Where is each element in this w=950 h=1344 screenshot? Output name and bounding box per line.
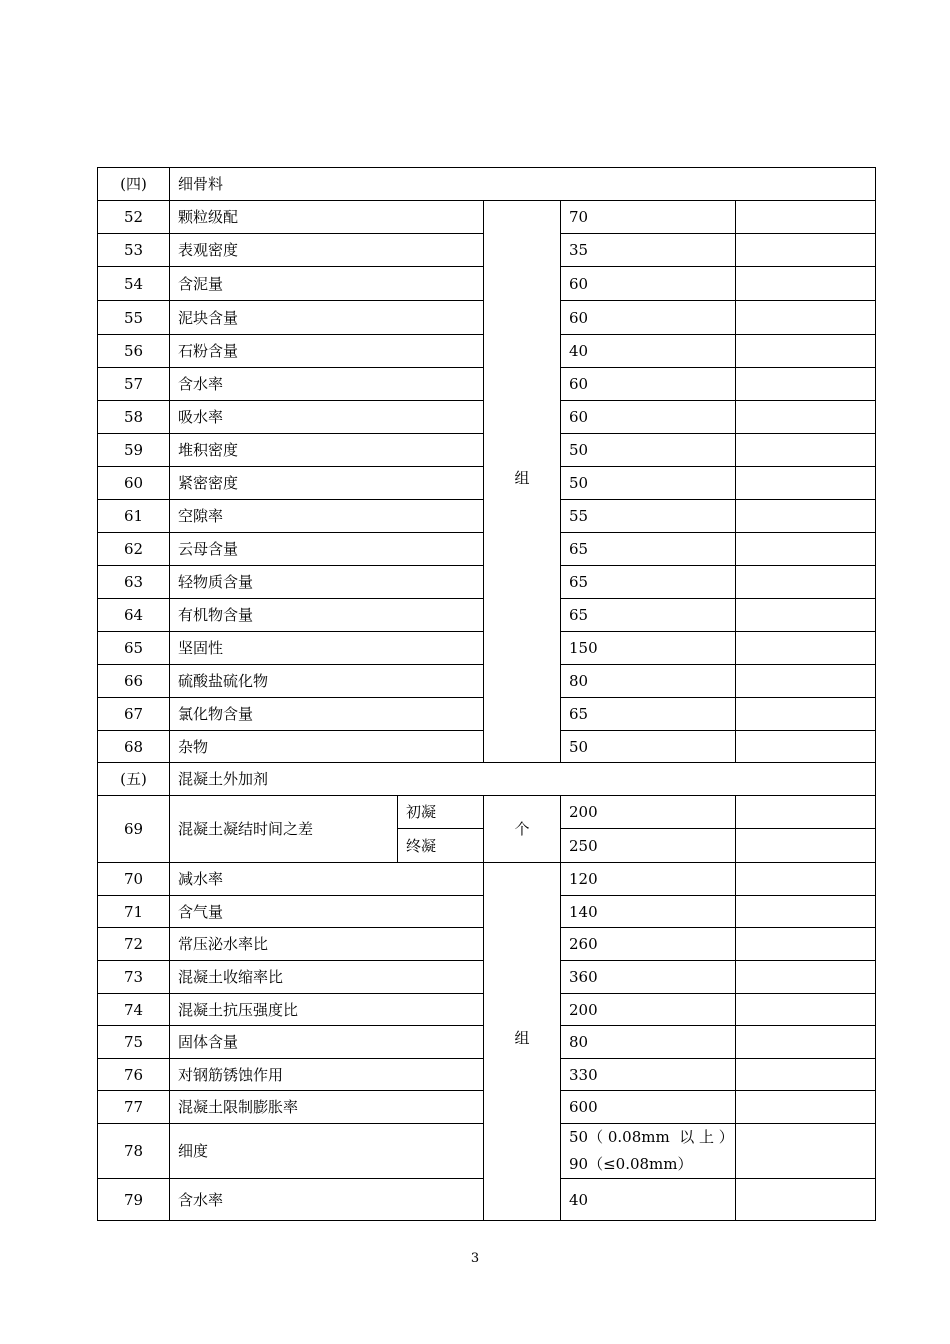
remark-cell	[736, 368, 876, 401]
row-number: 71	[98, 896, 170, 928]
remark-cell	[736, 267, 876, 301]
fineness-value-line1: 50（ 0.08mm 以 上 ）	[569, 1128, 734, 1146]
value-cell: 250	[561, 829, 736, 863]
row-number: 79	[98, 1179, 170, 1221]
item-name: 颗粒级配	[170, 201, 484, 234]
value-cell: 40	[561, 1179, 736, 1221]
fineness-value-line2: 90（≤0.08mm）	[569, 1155, 693, 1173]
value-cell: 60	[561, 401, 736, 434]
value-cell: 600	[561, 1091, 736, 1124]
item-name: 常压泌水率比	[170, 928, 484, 961]
value-cell: 80	[561, 665, 736, 698]
value-cell: 55	[561, 500, 736, 533]
remark-cell	[736, 698, 876, 731]
row-number: 69	[98, 796, 170, 863]
unit-cell: 个	[484, 796, 561, 863]
row-number: 66	[98, 665, 170, 698]
unit-cell: 组	[484, 863, 561, 1221]
remark-cell	[736, 896, 876, 928]
value-cell: 50	[561, 467, 736, 500]
row-number: 52	[98, 201, 170, 234]
section-number: (五)	[98, 763, 170, 796]
value-cell: 40	[561, 335, 736, 368]
remark-cell	[736, 796, 876, 829]
item-name: 泥块含量	[170, 301, 484, 335]
value-cell: 200	[561, 796, 736, 829]
value-cell: 65	[561, 533, 736, 566]
remark-cell	[736, 1124, 876, 1179]
remark-cell	[736, 1179, 876, 1221]
row-number: 59	[98, 434, 170, 467]
remark-cell	[736, 1059, 876, 1091]
value-cell: 50	[561, 434, 736, 467]
row-number: 53	[98, 234, 170, 267]
remark-cell	[736, 829, 876, 863]
row-number: 74	[98, 994, 170, 1026]
value-cell: 360	[561, 961, 736, 994]
item-name: 杂物	[170, 731, 484, 763]
item-name: 混凝土凝结时间之差	[170, 796, 398, 863]
value-cell: 60	[561, 301, 736, 335]
row-number: 73	[98, 961, 170, 994]
section-number: (四)	[98, 168, 170, 201]
item-name: 混凝土限制膨胀率	[170, 1091, 484, 1124]
value-cell: 65	[561, 599, 736, 632]
remark-cell	[736, 928, 876, 961]
row-number: 64	[98, 599, 170, 632]
value-cell: 60	[561, 267, 736, 301]
row-number: 55	[98, 301, 170, 335]
item-name: 紧密密度	[170, 467, 484, 500]
remark-cell	[736, 201, 876, 234]
item-name: 吸水率	[170, 401, 484, 434]
value-cell: 65	[561, 698, 736, 731]
value-cell: 50	[561, 731, 736, 763]
table-row	[98, 796, 876, 829]
row-number: 61	[98, 500, 170, 533]
row-number: 63	[98, 566, 170, 599]
row-number: 70	[98, 863, 170, 896]
remark-cell	[736, 335, 876, 368]
item-name: 含气量	[170, 896, 484, 928]
row-number: 56	[98, 335, 170, 368]
remark-cell	[736, 863, 876, 896]
remark-cell	[736, 467, 876, 500]
value-cell: 35	[561, 234, 736, 267]
remark-cell	[736, 533, 876, 566]
item-name: 堆积密度	[170, 434, 484, 467]
remark-cell	[736, 401, 876, 434]
item-name: 氯化物含量	[170, 698, 484, 731]
value-cell: 200	[561, 994, 736, 1026]
row-number: 77	[98, 1091, 170, 1124]
row-number: 57	[98, 368, 170, 401]
table-body	[98, 168, 876, 1221]
remark-cell	[736, 301, 876, 335]
remark-cell	[736, 961, 876, 994]
remark-cell	[736, 599, 876, 632]
row-number: 54	[98, 267, 170, 301]
value-cell: 70	[561, 201, 736, 234]
remark-cell	[736, 500, 876, 533]
item-name: 硫酸盐硫化物	[170, 665, 484, 698]
item-name: 细度	[170, 1124, 484, 1179]
unit-cell: 组	[484, 201, 561, 763]
item-name: 混凝土收缩率比	[170, 961, 484, 994]
item-name: 云母含量	[170, 533, 484, 566]
item-name: 混凝土抗压强度比	[170, 994, 484, 1026]
remark-cell	[736, 234, 876, 267]
item-name: 石粉含量	[170, 335, 484, 368]
value-cell: 140	[561, 896, 736, 928]
row-number: 62	[98, 533, 170, 566]
section-title: 混凝土外加剂	[170, 763, 876, 796]
row-number: 58	[98, 401, 170, 434]
item-name: 含水率	[170, 368, 484, 401]
row-number: 65	[98, 632, 170, 665]
row-number: 60	[98, 467, 170, 500]
value-cell	[561, 1124, 736, 1179]
item-name: 轻物质含量	[170, 566, 484, 599]
sub-item-label: 初凝	[398, 796, 484, 829]
remark-cell	[736, 434, 876, 467]
value-cell: 60	[561, 368, 736, 401]
remark-cell	[736, 994, 876, 1026]
item-name: 含水率	[170, 1179, 484, 1221]
value-cell: 150	[561, 632, 736, 665]
page-number: 3	[470, 1251, 480, 1266]
value-cell: 120	[561, 863, 736, 896]
item-name: 表观密度	[170, 234, 484, 267]
item-name: 含泥量	[170, 267, 484, 301]
value-cell: 330	[561, 1059, 736, 1091]
section-title: 细骨料	[170, 168, 876, 201]
remark-cell	[736, 665, 876, 698]
row-number: 72	[98, 928, 170, 961]
value-cell: 260	[561, 928, 736, 961]
row-number: 67	[98, 698, 170, 731]
remark-cell	[736, 731, 876, 763]
remark-cell	[736, 632, 876, 665]
item-name: 固体含量	[170, 1026, 484, 1059]
item-name: 坚固性	[170, 632, 484, 665]
table-row	[98, 863, 876, 896]
table-row	[98, 201, 876, 234]
row-number: 78	[98, 1124, 170, 1179]
remark-cell	[736, 1026, 876, 1059]
value-cell: 65	[561, 566, 736, 599]
fee-schedule-table	[97, 167, 876, 1221]
section-header-row	[98, 763, 876, 796]
row-number: 68	[98, 731, 170, 763]
row-number: 76	[98, 1059, 170, 1091]
item-name: 有机物含量	[170, 599, 484, 632]
remark-cell	[736, 1091, 876, 1124]
section-header-row	[98, 168, 876, 201]
value-cell: 80	[561, 1026, 736, 1059]
remark-cell	[736, 566, 876, 599]
row-number: 75	[98, 1026, 170, 1059]
item-name: 空隙率	[170, 500, 484, 533]
sub-item-label: 终凝	[398, 829, 484, 863]
item-name: 减水率	[170, 863, 484, 896]
item-name: 对钢筋锈蚀作用	[170, 1059, 484, 1091]
